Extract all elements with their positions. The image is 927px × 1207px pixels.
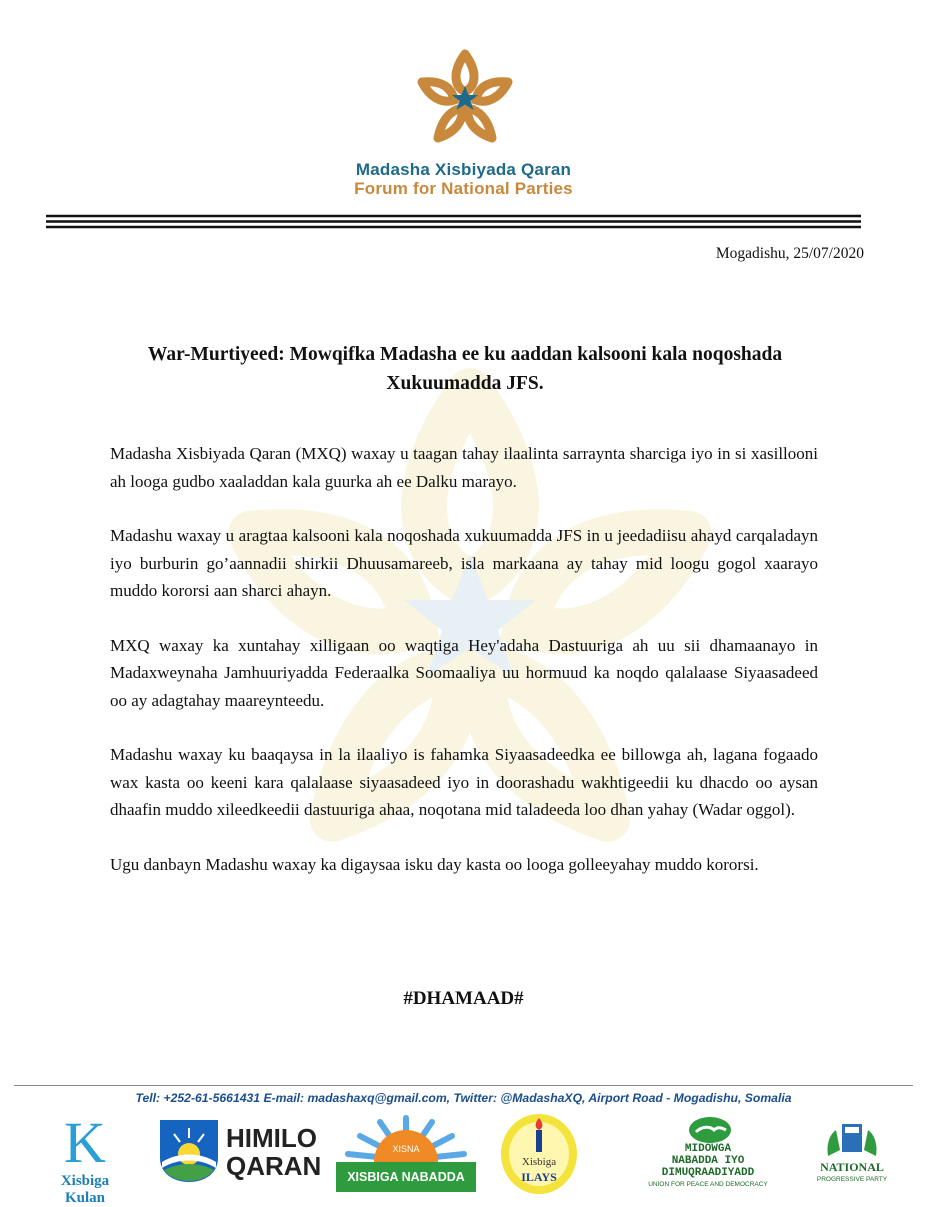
himilo-emblem-icon <box>158 1118 220 1184</box>
paragraph: Madashu waxay u aragtaa kalsooni kala noqoshada xukuumadda JFS in u jeedadiisu ahayd carqaladayn iyo burburin go’aannadii shirkii Dhuusamareeb, isla markaana ay tahay mid loogu gogol xaarayo muddo kororsi aan sharci ahayn. <box>110 526 818 600</box>
paragraph: Madashu waxay ku baaqaysa in la ilaaliyo is fahamka Siyaasadeedka ee billowga ah, lagana fogaado wax kasta oo keeni kara qalalaase siyaasadeed iyo in doorashadu wakhtigeedii ku dhacdo oo aysan dhaafin muddo xileedkeedii dastuuriga ahaa, noqotana mid taladeeda loo dhan yahay (Wadar oggol). <box>110 745 818 819</box>
end-mark: #DHAMAAD# <box>403 988 524 1009</box>
ilays-logo <box>498 1110 580 1196</box>
midowga-logo <box>628 1116 788 1194</box>
kulan-letter: K <box>64 1110 106 1175</box>
org-name-english: Forum for National Parties <box>354 179 573 198</box>
body-text <box>110 440 818 905</box>
document-title: War-Murtiyeed: Mowqifka Madasha ee ku aaddan kalsooni kala noqoshada Xukuumadda JFS. <box>147 344 783 394</box>
nabadda-name: XISBIGA NABADDA <box>336 1162 476 1192</box>
midowga-line1: MIDOWGA <box>684 1143 732 1155</box>
ilays-top: Xisbiga <box>521 1156 557 1168</box>
footer-rule <box>14 1085 913 1086</box>
national-crest-icon <box>822 1120 882 1160</box>
kulan-name: Xisbiga Kulan <box>60 1173 110 1206</box>
handshake-icon <box>688 1116 732 1144</box>
date-line: Mogadishu, 25/07/2020 <box>715 245 864 262</box>
paragraph: Madasha Xisbiyada Qaran (MXQ) waxay u taagan tahay ilaalinta sarraynta sharciga iyo in si xasillooni ah looga gudbo xaaladdan kala guurka ah ee Dalku marayo. <box>110 444 818 491</box>
org-name-somali: Madasha Xisbiyada Qaran <box>355 160 572 179</box>
nabadda-sun-icon <box>336 1112 476 1162</box>
kulan-logo <box>40 1110 130 1206</box>
midowga-line3: DIMUQRAADIYADD <box>661 1167 755 1179</box>
himilo-line2: QARAN <box>226 1151 322 1181</box>
nabadda-small: XISNA <box>392 1144 420 1154</box>
national-line1: NATIONAL <box>820 1160 884 1174</box>
ilays-bottom: ILAYS <box>521 1170 557 1184</box>
header-rule <box>46 212 861 232</box>
himilo-line1: HIMILO <box>226 1123 317 1153</box>
footer-contact: Tell: +252-61-5661431 E-mail: madashaxq@gmail.com, Twitter: @MadashaXQ, Airport Road - Mogadishu, Somalia <box>135 1091 792 1105</box>
himilo-logo <box>158 1118 326 1186</box>
paragraph: Ugu danbayn Madashu waxay ka digaysaa isku day kasta oo looga golleeyahay muddo kororsi. <box>110 854 759 874</box>
nabadda-logo <box>336 1112 476 1194</box>
national-logo <box>812 1120 892 1192</box>
paragraph: MXQ waxay ka xuntahay xilligaan oo waqtiga Hey'adaha Dastuuriga ah uu sii dhamaanayo in Madaxweynaha Jamhuuriyadda Federaalka Soomaaliya uu hormuud ka noqdo qalalaase Siyaasadeed oo ay adagtahay maareynteedu. <box>110 635 818 710</box>
midowga-line4: UNION FOR PEACE AND DEMOCRACY <box>648 1181 768 1188</box>
midowga-line2: NABADDA IYO <box>671 1155 745 1167</box>
national-line2: PROGRESSIVE PARTY <box>816 1176 888 1183</box>
star-flower-logo-icon <box>410 42 520 152</box>
